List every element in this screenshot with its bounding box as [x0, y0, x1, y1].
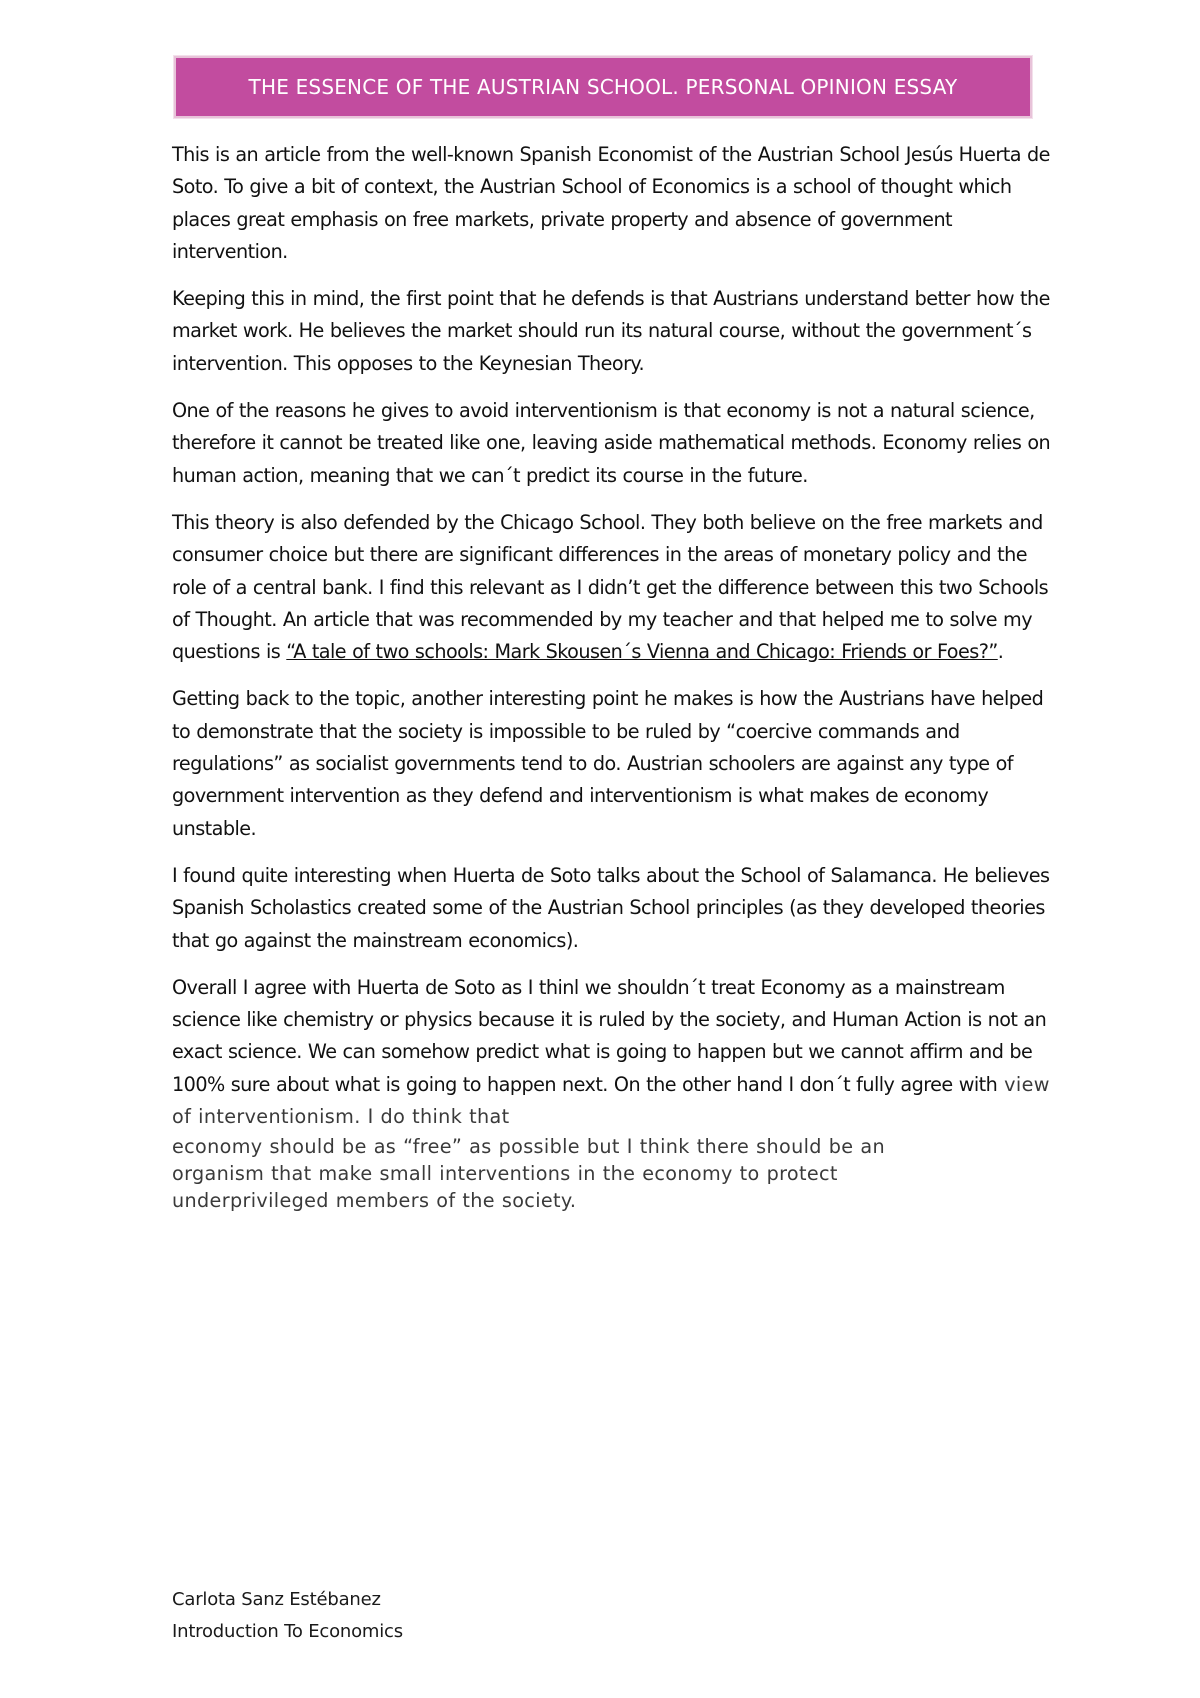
paragraph-7-text: Overall I agree with Huerta de Soto as I thinl we shouldn´t treat Economy as a mainstream science like chemistry or physics because it is ruled by the society, and Human Action is not an exact science. We can somehow predict what is going to happen but we cannot affirm and be 100% sure about what is going to happen next. On the other hand I don´t fully agree with	[172, 975, 1047, 1096]
paragraph-7-light-line-4: underprivileged members of the society.	[172, 1189, 577, 1213]
paragraph-7	[172, 972, 1052, 1214]
course-name: Introduction To Economics	[172, 1621, 403, 1642]
paragraph-5: Getting back to the topic, another interesting point he makes is how the Austrians have helped to demonstrate that the society is impossible to be ruled by “coercive commands and regulations” as socialist governments tend to do. Austrian schoolers are against any type of government intervention as they defend and interventionism is what makes de economy unstable.	[172, 687, 1044, 840]
paragraph-2: Keeping this in mind, the first point that he defends is that Austrians understand better how the market work. He believes the market should run its natural course, without the government´s intervention. This opposes to the Keynesian Theory.	[172, 287, 1050, 375]
footer	[172, 1584, 403, 1648]
paragraph-7-light-line-1: view of interventionism. I do think that	[172, 1072, 1050, 1129]
paragraph-4-text: This theory is also defended by the Chicago School. They both believe on the free markets and consumer choice but there are significant differences in the areas of monetary policy and the role of a central bank. I find this relevant as I didn’t get the difference between this two Schools of Thought. An article that was recommended by my teacher and that helped me to solve my questions is	[172, 510, 1049, 664]
paragraph-7-light-line-2: economy should be as “free” as possible but I think there should be an	[172, 1135, 886, 1159]
title-banner	[174, 56, 1032, 118]
paragraph-4	[172, 507, 1052, 668]
article-link[interactable]: “A tale of two schools: Mark Skousen´s Vienna and Chicago: Friends or Foes?”	[286, 640, 998, 664]
paragraph-1: This is an article from the well-known Spanish Economist of the Austrian School Jesús Huerta de Soto. To give a bit of context, the Austrian School of Economics is a school of thought which places great emphasis on free markets, private property and absence of government intervention.	[172, 143, 1050, 263]
paragraph-6: I found quite interesting when Huerta de Soto talks about the School of Salamanca. He believes Spanish Scholastics created some of the Austrian School principles (as they developed theories that go against the mainstream economics).	[172, 863, 1050, 952]
page-title: THE ESSENCE OF THE AUSTRIAN SCHOOL. PERSONAL OPINION ESSAY	[248, 75, 958, 99]
paragraph-4-end: .	[997, 640, 1004, 664]
essay-body	[172, 139, 1052, 1229]
paragraph-3: One of the reasons he gives to avoid interventionism is that economy is not a natural science, therefore it cannot be treated like one, leaving aside mathematical methods. Economy relies on human action, meaning that we can´t predict its course in the future.	[172, 399, 1051, 487]
paragraph-7-light-line-3: organism that make small interventions in the economy to protect	[172, 1162, 838, 1186]
author-name: Carlota Sanz Estébanez	[172, 1589, 381, 1610]
